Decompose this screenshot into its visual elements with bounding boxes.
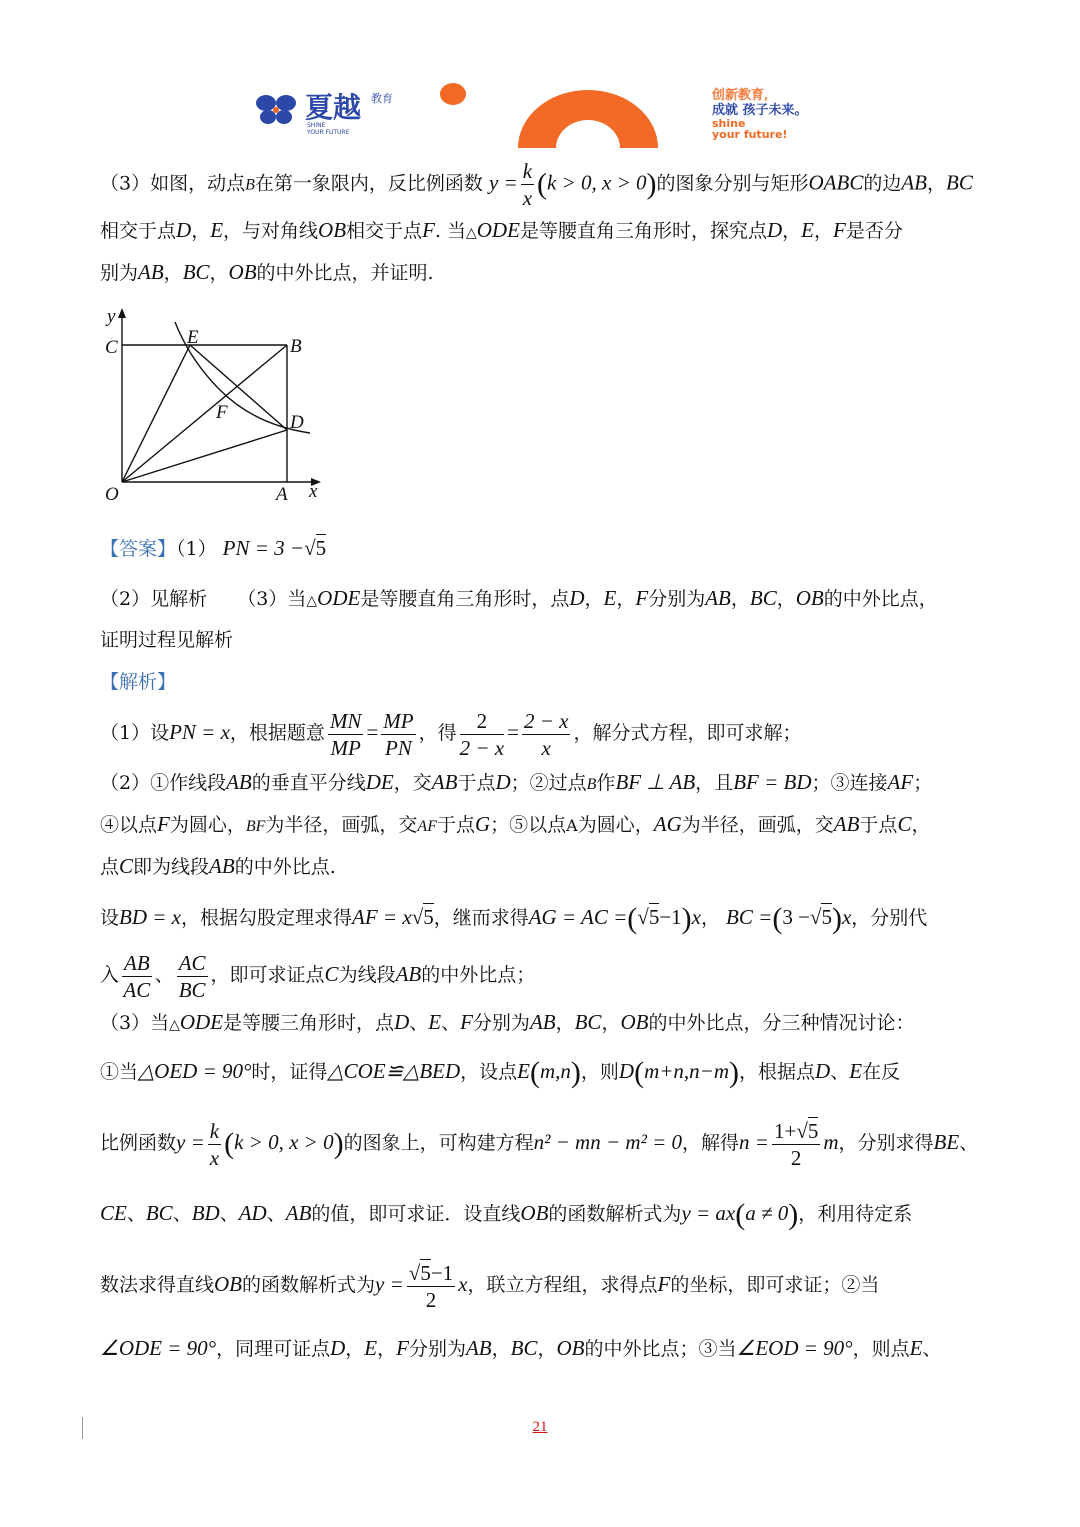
analysis-p5: 设BD = x，根据勾股定理求得AF = x√5，继而求得AG = AC =(√5−1)x， BC =(3 −√5)x，分别代 xyxy=(100,902,928,935)
slogan-line3: shine xyxy=(712,117,746,130)
label-x: x xyxy=(309,481,318,502)
logo-sub2: YOUR FUTURE xyxy=(307,129,350,136)
label-F: F xyxy=(216,402,228,423)
analysis-p12: ∠ODE = 90°，同理可证点D，E，F分别为AB，BC，OB的中外比点；③当∠EOD = 90°，则点E、 xyxy=(100,1336,942,1360)
header-logo xyxy=(255,88,415,138)
slogan-line2: 成就 孩子未来。 xyxy=(712,103,808,118)
geometry-figure xyxy=(95,300,335,515)
analysis-p11: 数法求得直线OB的函数解析式为y = $\frac{√5-1}{2}$ x，联立方程组，求得点F的坐标，即可求证；②当 xyxy=(100,1260,880,1312)
butterfly-icon xyxy=(255,92,299,128)
orange-arch xyxy=(518,90,658,148)
analysis-p4: 点C即为线段AB的中外比点. xyxy=(100,854,336,878)
orange-dot xyxy=(440,83,466,105)
logo-sub1: SHINE xyxy=(307,122,326,129)
analysis-p9: 比例函数y = $\frac{k}{x}$ (k > 0, x > 0)的图象上，可构建方程n² − mn − m² = 0，解得n = $\frac{1+√5}{2}$ m，分别求得BE、 xyxy=(100,1118,979,1170)
analysis-tag: 【解析】 xyxy=(100,671,177,693)
page-number: 21 xyxy=(532,1419,548,1435)
label-D: D xyxy=(290,412,304,433)
margin-mark xyxy=(82,1417,83,1439)
analysis-p1: （1）设PN = x，根据题意 $\frac{MN}{MP}$ = $\frac{MP}{PN}$ ，得 $\frac{2}{2 - x}$ = $\frac{2 - x}{x}$ ，解分式方程，即可求解； xyxy=(100,708,802,760)
slogan xyxy=(712,88,852,141)
answer-line-1: 【答案】（1） PN = 3 −√5 xyxy=(100,536,327,560)
slogan-line4: your future! xyxy=(712,128,788,141)
label-B: B xyxy=(290,336,302,357)
logo-badge: 教育 xyxy=(371,92,393,105)
logo-name: 夏越 xyxy=(305,91,362,124)
analysis-p2: （2）①作线段AB的垂直平分线DE，交AB于点D；②过点B作BF ⊥ AB，且BF = BD；③连接AF； xyxy=(100,770,933,794)
analysis-p8: ①当△OED = 90°时，证得△COE≌△BED，设点E(m,n)，则D(m+n,n−m)，根据点D、E在反 xyxy=(100,1056,901,1089)
analysis-p10: CE、BC、BD、AD、AB的值，即可求证．设直线OB的函数解析式为y = ax(a ≠ 0)，利用待定系 xyxy=(100,1198,913,1231)
label-C: C xyxy=(105,337,118,358)
analysis-p6: 入 $\frac{AB}{AC}$ 、 $\frac{AC}{BC}$ ，即可求证点C为线段AB的中外比点； xyxy=(100,950,536,1002)
slogan-line1: 创新教育, xyxy=(712,88,769,103)
answer-line-2: （2）见解析 （3）当△ODE是等腰直角三角形时，点D，E，F分别为AB，BC，OB的中外比点， xyxy=(100,586,938,610)
question-line-3: 别为AB，BC，OB的中外比点，并证明. xyxy=(100,260,434,284)
answer-line-3: 证明过程见解析 xyxy=(100,629,234,651)
label-E: E xyxy=(187,327,199,348)
label-O: O xyxy=(105,484,119,505)
question-line-2: 相交于点D，E，与对角线OB相交于点F. 当△ODE是等腰直角三角形时，探究点D，E，F是否分 xyxy=(100,218,903,242)
analysis-p3: ④以点F为圆心，BF为半径，画弧，交AF于点G；⑤以点A为圆心，AG为半径，画弧，交AB于点C， xyxy=(100,812,931,836)
label-A: A xyxy=(276,484,288,505)
question-line-1: （3）如图，动点B在第一象限内，反比例函数 y = $\frac{k}{x}$ (k > 0, x > 0)的图象分别与矩形OABC的边AB，BC xyxy=(100,159,973,210)
label-y: y xyxy=(107,306,116,327)
analysis-p7: （3）当△ODE是等腰三角形时，点D、E、F分别为AB，BC，OB的中外比点，分三种情况讨论： xyxy=(100,1010,915,1034)
